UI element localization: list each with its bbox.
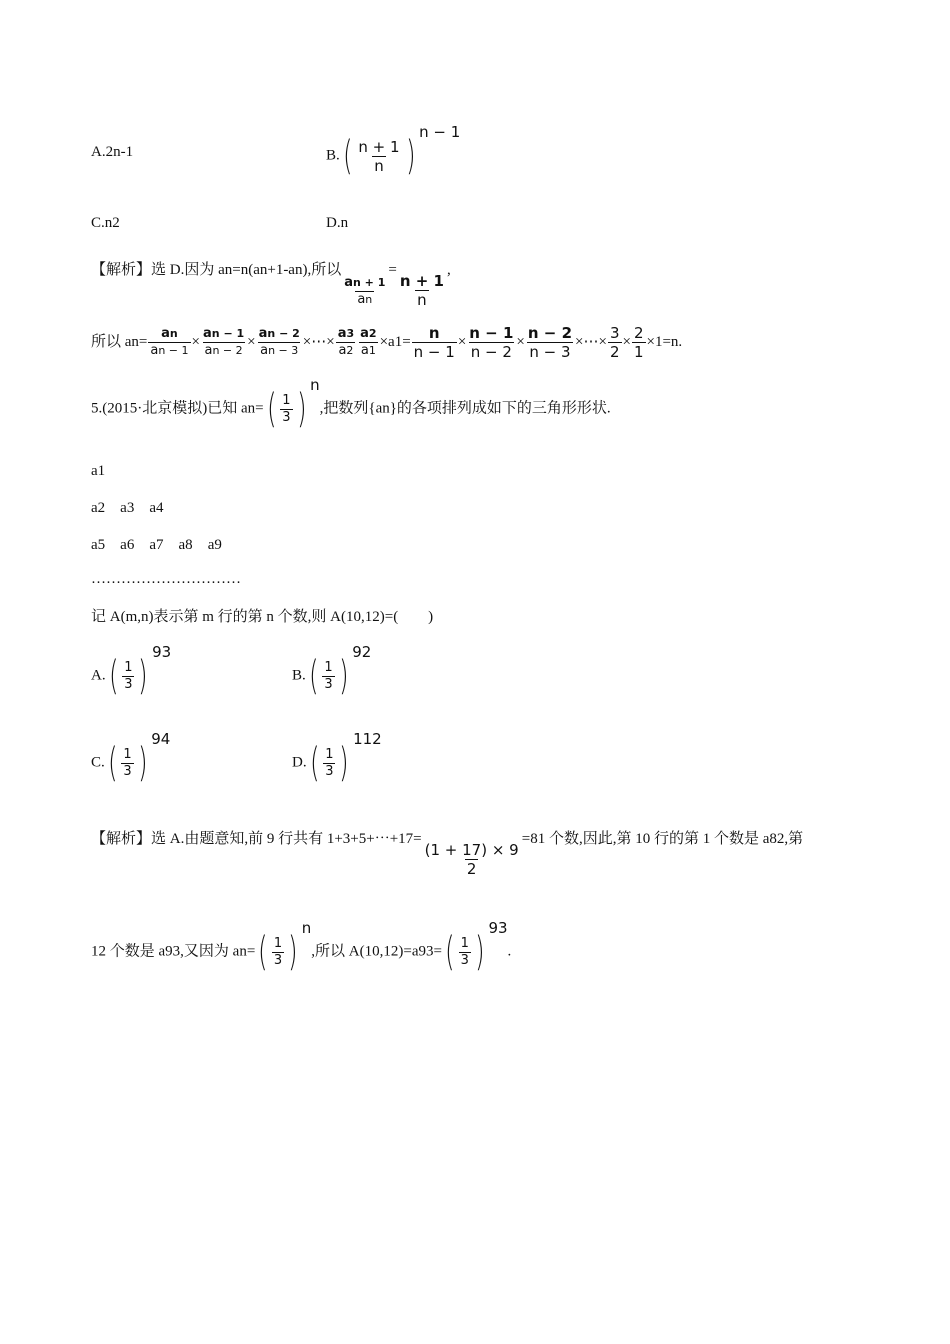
triangle-row-2: a2 a3 a4: [91, 500, 164, 516]
q5-stem: 5.(2015·北京模拟)已知 an= ( $\frac{1}{3}$ ) n,把数列{an}的各项排列成如下的三角形形状.: [91, 376, 611, 432]
q4-solution-line1: 【解析】选 D.因为 an=n(an+1-an),所以 $\frac{an + 1}{an}$ = $\frac{n + 1}{n}$ ,: [91, 262, 451, 309]
q4-option-a: A.2n-1: [91, 144, 134, 160]
q5-option-d: D. ( $\frac{1}{3}$ ) 112: [292, 730, 382, 786]
q5-question: 记 A(m,n)表示第 m 行的第 n 个数,则 A(10,12)=( ): [91, 609, 434, 625]
q5-solution-line2: 12 个数是 a93,又因为 an= ( $\frac{1}{3}$ ) n,所以 A(10,12)=a93= ( $\frac{1}{3}$ ) 93.: [91, 919, 512, 975]
q5-option-c: C. ( $\frac{1}{3}$ ) 94: [91, 730, 171, 786]
q5-option-a: A. ( $\frac{1}{3}$ ) 93: [91, 643, 172, 699]
q4-solution-line2: 所以 an= $\frac{an}{an - 1}$ × $\frac{an - 1}{an - 2}$ × $\frac{an - 2}{an - 3}$ ×⋯× $\frac{a3}{a2}$ $\frac{a2}{a1}$ ×a1= $\frac{n}{n - 1}$ × $\frac{n - 1}{n - 2}$ × $\frac{n - 2}{n - 3}$ ×⋯× $\frac{3}{2}$ × $\frac{2}{1}$ ×1=n.: [91, 324, 683, 361]
q5-option-b: B. ( $\frac{1}{3}$ ) 92: [292, 643, 372, 699]
triangle-row-1: a1: [91, 463, 106, 479]
q4-option-d: D.n: [326, 215, 349, 231]
triangle-ellipsis: …………………………: [91, 571, 241, 587]
q5-solution-line1: 【解析】选 A.由题意知,前 9 行共有 1+3+5+⋯+17= $\frac{(1 + 17) \times 9}{2}$ =81 个数,因此,第 10 行的第 1 个数是 a82,第: [91, 831, 804, 878]
triangle-row-3: a5 a6 a7 a8 a9: [91, 537, 222, 553]
q4-option-c: C.n2: [91, 215, 120, 231]
q4-option-b: B. ( $\frac{n + 1}{n}$ ) n − 1: [326, 123, 461, 179]
